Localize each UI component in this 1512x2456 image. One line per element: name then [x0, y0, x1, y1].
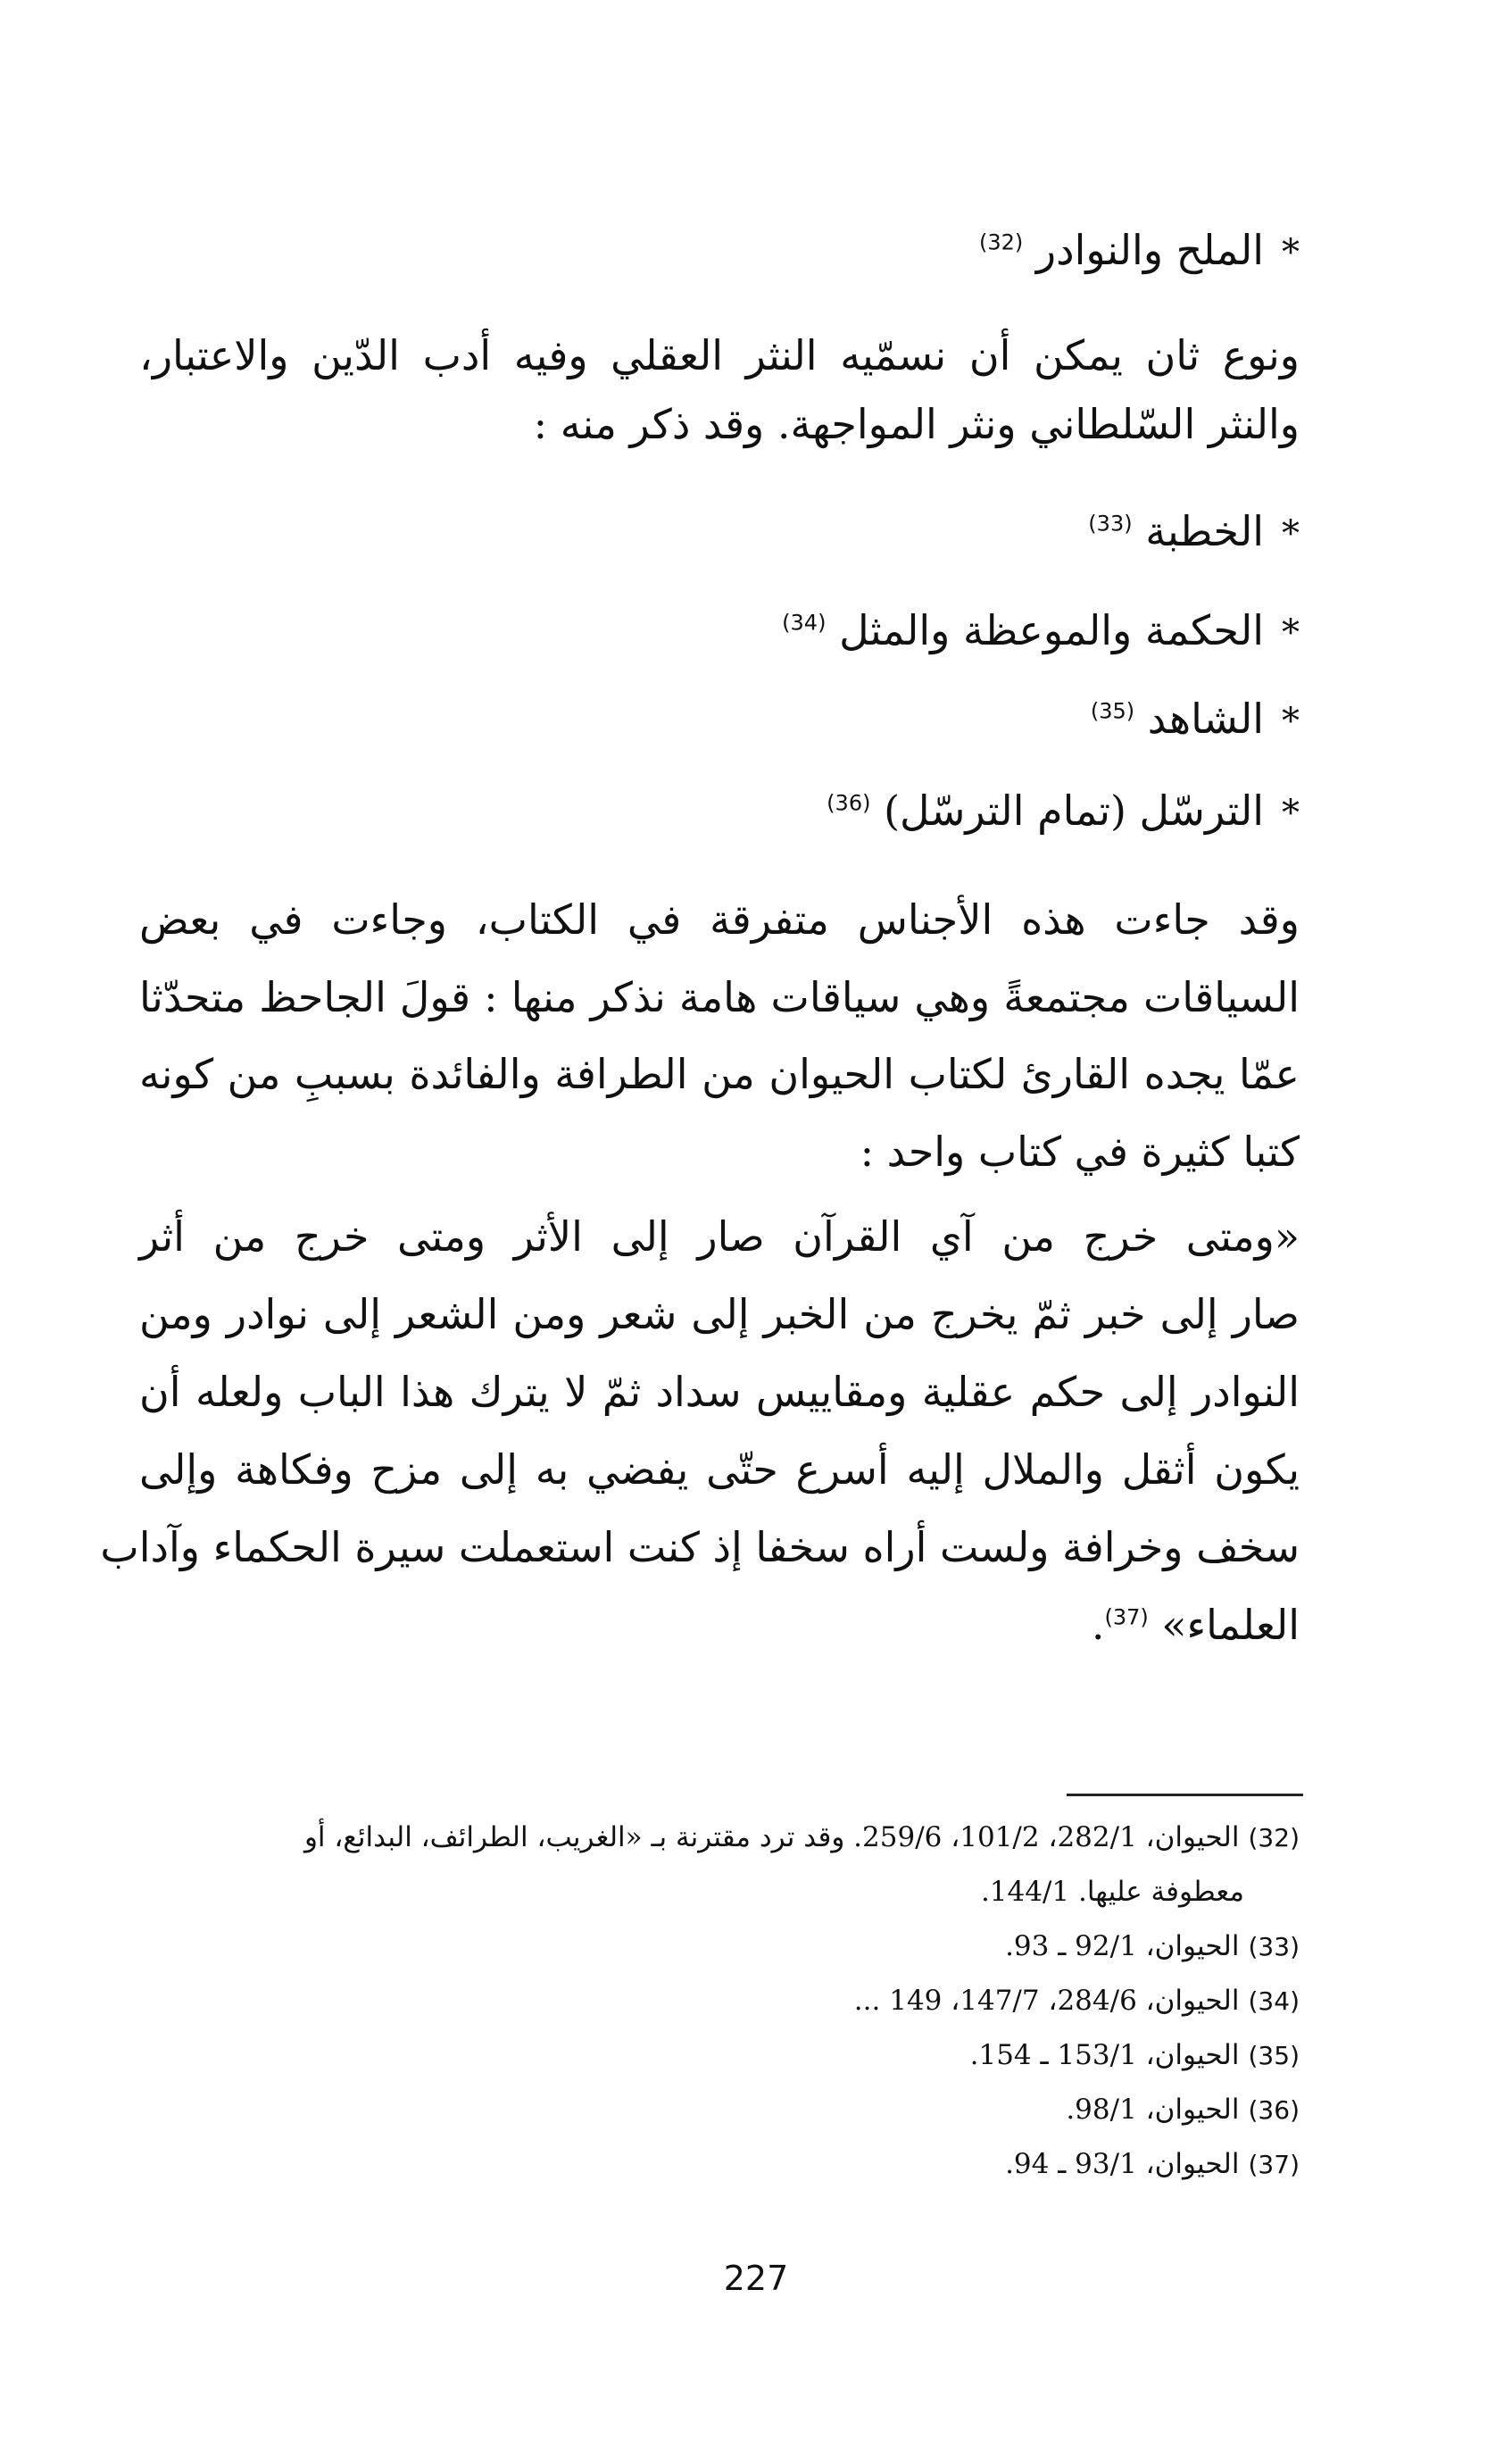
- quote-line: سخف وخرافة ولست أراه سخفا إذ كنت استعملت سيرة الحكماء وآداب: [100, 1523, 1300, 1571]
- list-item-text: الحكمة والموعظة والمثل: [839, 606, 1264, 654]
- list-item-text: الترسّل (تمام الترسّل): [884, 787, 1264, 835]
- paragraph-line: كتبا كثيرة في كتاب واحد :: [860, 1128, 1300, 1176]
- footnote-35: [121, 2035, 1300, 2077]
- asterisk-icon: *: [1282, 513, 1300, 554]
- asterisk-icon: *: [1282, 793, 1300, 834]
- footnote-37: [121, 2144, 1300, 2185]
- paragraph-line: السياقات مجتمعةً وهي سياقات هامة نذكر منها : قولَ الجاحظ متحدّثا: [139, 973, 1300, 1021]
- footnote-33: [121, 1926, 1300, 1968]
- footnote-36: [121, 2089, 1300, 2131]
- footnote-number: (35): [1248, 2041, 1300, 2070]
- quote-line: [139, 1598, 1300, 1652]
- footnote-text: الحيوان، 282/1، 101/2، 259/6. وقد ترد مقترنة بـ «الغريب، الطرائف، البدائع، أو: [303, 1821, 1240, 1853]
- footnote-text: الحيوان، 92/1 ـ 93.: [1005, 1930, 1240, 1962]
- list-item: [139, 604, 1300, 660]
- footnote-ref: (33): [1088, 511, 1133, 537]
- list-item-text: الخطبة: [1145, 507, 1264, 555]
- page-number: 227: [723, 2259, 789, 2298]
- footnote-number: (37): [1248, 2150, 1300, 2179]
- paragraph-line: عمّا يجده القارئ لكتاب الحيوان من الطرافة والفائدة بسببِ من كونه: [139, 1050, 1300, 1098]
- paragraph-line: والنثر السّلطاني ونثر المواجهة. وقد ذكر منه :: [533, 400, 1300, 448]
- list-item: [139, 504, 1300, 561]
- footnote-number: (33): [1248, 1932, 1300, 1961]
- footnote-text: الحيوان، 93/1 ـ 94.: [1005, 2148, 1240, 2180]
- footnote-32: [121, 1817, 1300, 1859]
- paragraph-line: وقد جاءت هذه الأجناس متفرقة في الكتاب، وجاءت في بعض: [139, 895, 1300, 944]
- footnote-number: (34): [1248, 1986, 1300, 2016]
- quote-end-period: .: [1091, 1601, 1105, 1649]
- quote-line: صار إلى خبر ثمّ يخرج من الخبر إلى شعر ومن الشعر إلى نوادر ومن: [139, 1290, 1300, 1338]
- list-item: [139, 692, 1300, 748]
- asterisk-icon: *: [1282, 701, 1300, 742]
- footnote-ref: (32): [979, 229, 1024, 255]
- footnote-text: الحيوان، 98/1.: [1066, 2094, 1240, 2126]
- footnote-ref: (36): [827, 790, 871, 816]
- list-item-text: الملح والنوادر: [1035, 226, 1264, 274]
- list-item: [139, 784, 1300, 840]
- quote-last-text: العلماء»: [1161, 1601, 1300, 1649]
- footnote-ref: (37): [1104, 1604, 1149, 1630]
- footnote-34: [121, 1980, 1300, 2022]
- footnote-number: (36): [1248, 2095, 1300, 2125]
- paragraph-line: ونوع ثان يمكن أن نسمّيه النثر العقلي وفيه أدب الدّين والاعتبار،: [139, 331, 1300, 379]
- asterisk-icon: *: [1282, 612, 1300, 654]
- quote-line: يكون أثقل والملال إليه أسرع حتّى يفضي به إلى مزح وفكاهة وإلى: [139, 1445, 1300, 1494]
- footnote-ref: (34): [782, 610, 827, 636]
- footnote-number: (32): [1248, 1823, 1300, 1852]
- footnote-text: الحيوان، 284/6، 147/7، 149 ...: [853, 1985, 1240, 2017]
- footnote-ref: (35): [1090, 698, 1135, 724]
- list-item-text: الشاهد: [1147, 695, 1264, 743]
- asterisk-icon: *: [1282, 232, 1300, 273]
- footnote-divider: [1067, 1794, 1303, 1796]
- list-item: [139, 223, 1300, 279]
- quote-line: «ومتى خرج من آي القرآن صار إلى الأثر ومتى خرج من أثر: [139, 1212, 1300, 1261]
- quote-line: النوادر إلى حكم عقلية ومقاييس سداد ثمّ لا يترك هذا الباب ولعله أن: [139, 1368, 1300, 1416]
- footnote-text: الحيوان، 153/1 ـ 154.: [969, 2039, 1240, 2071]
- footnote-32-continued: معطوفة عليها. 144/1.: [980, 1876, 1244, 1908]
